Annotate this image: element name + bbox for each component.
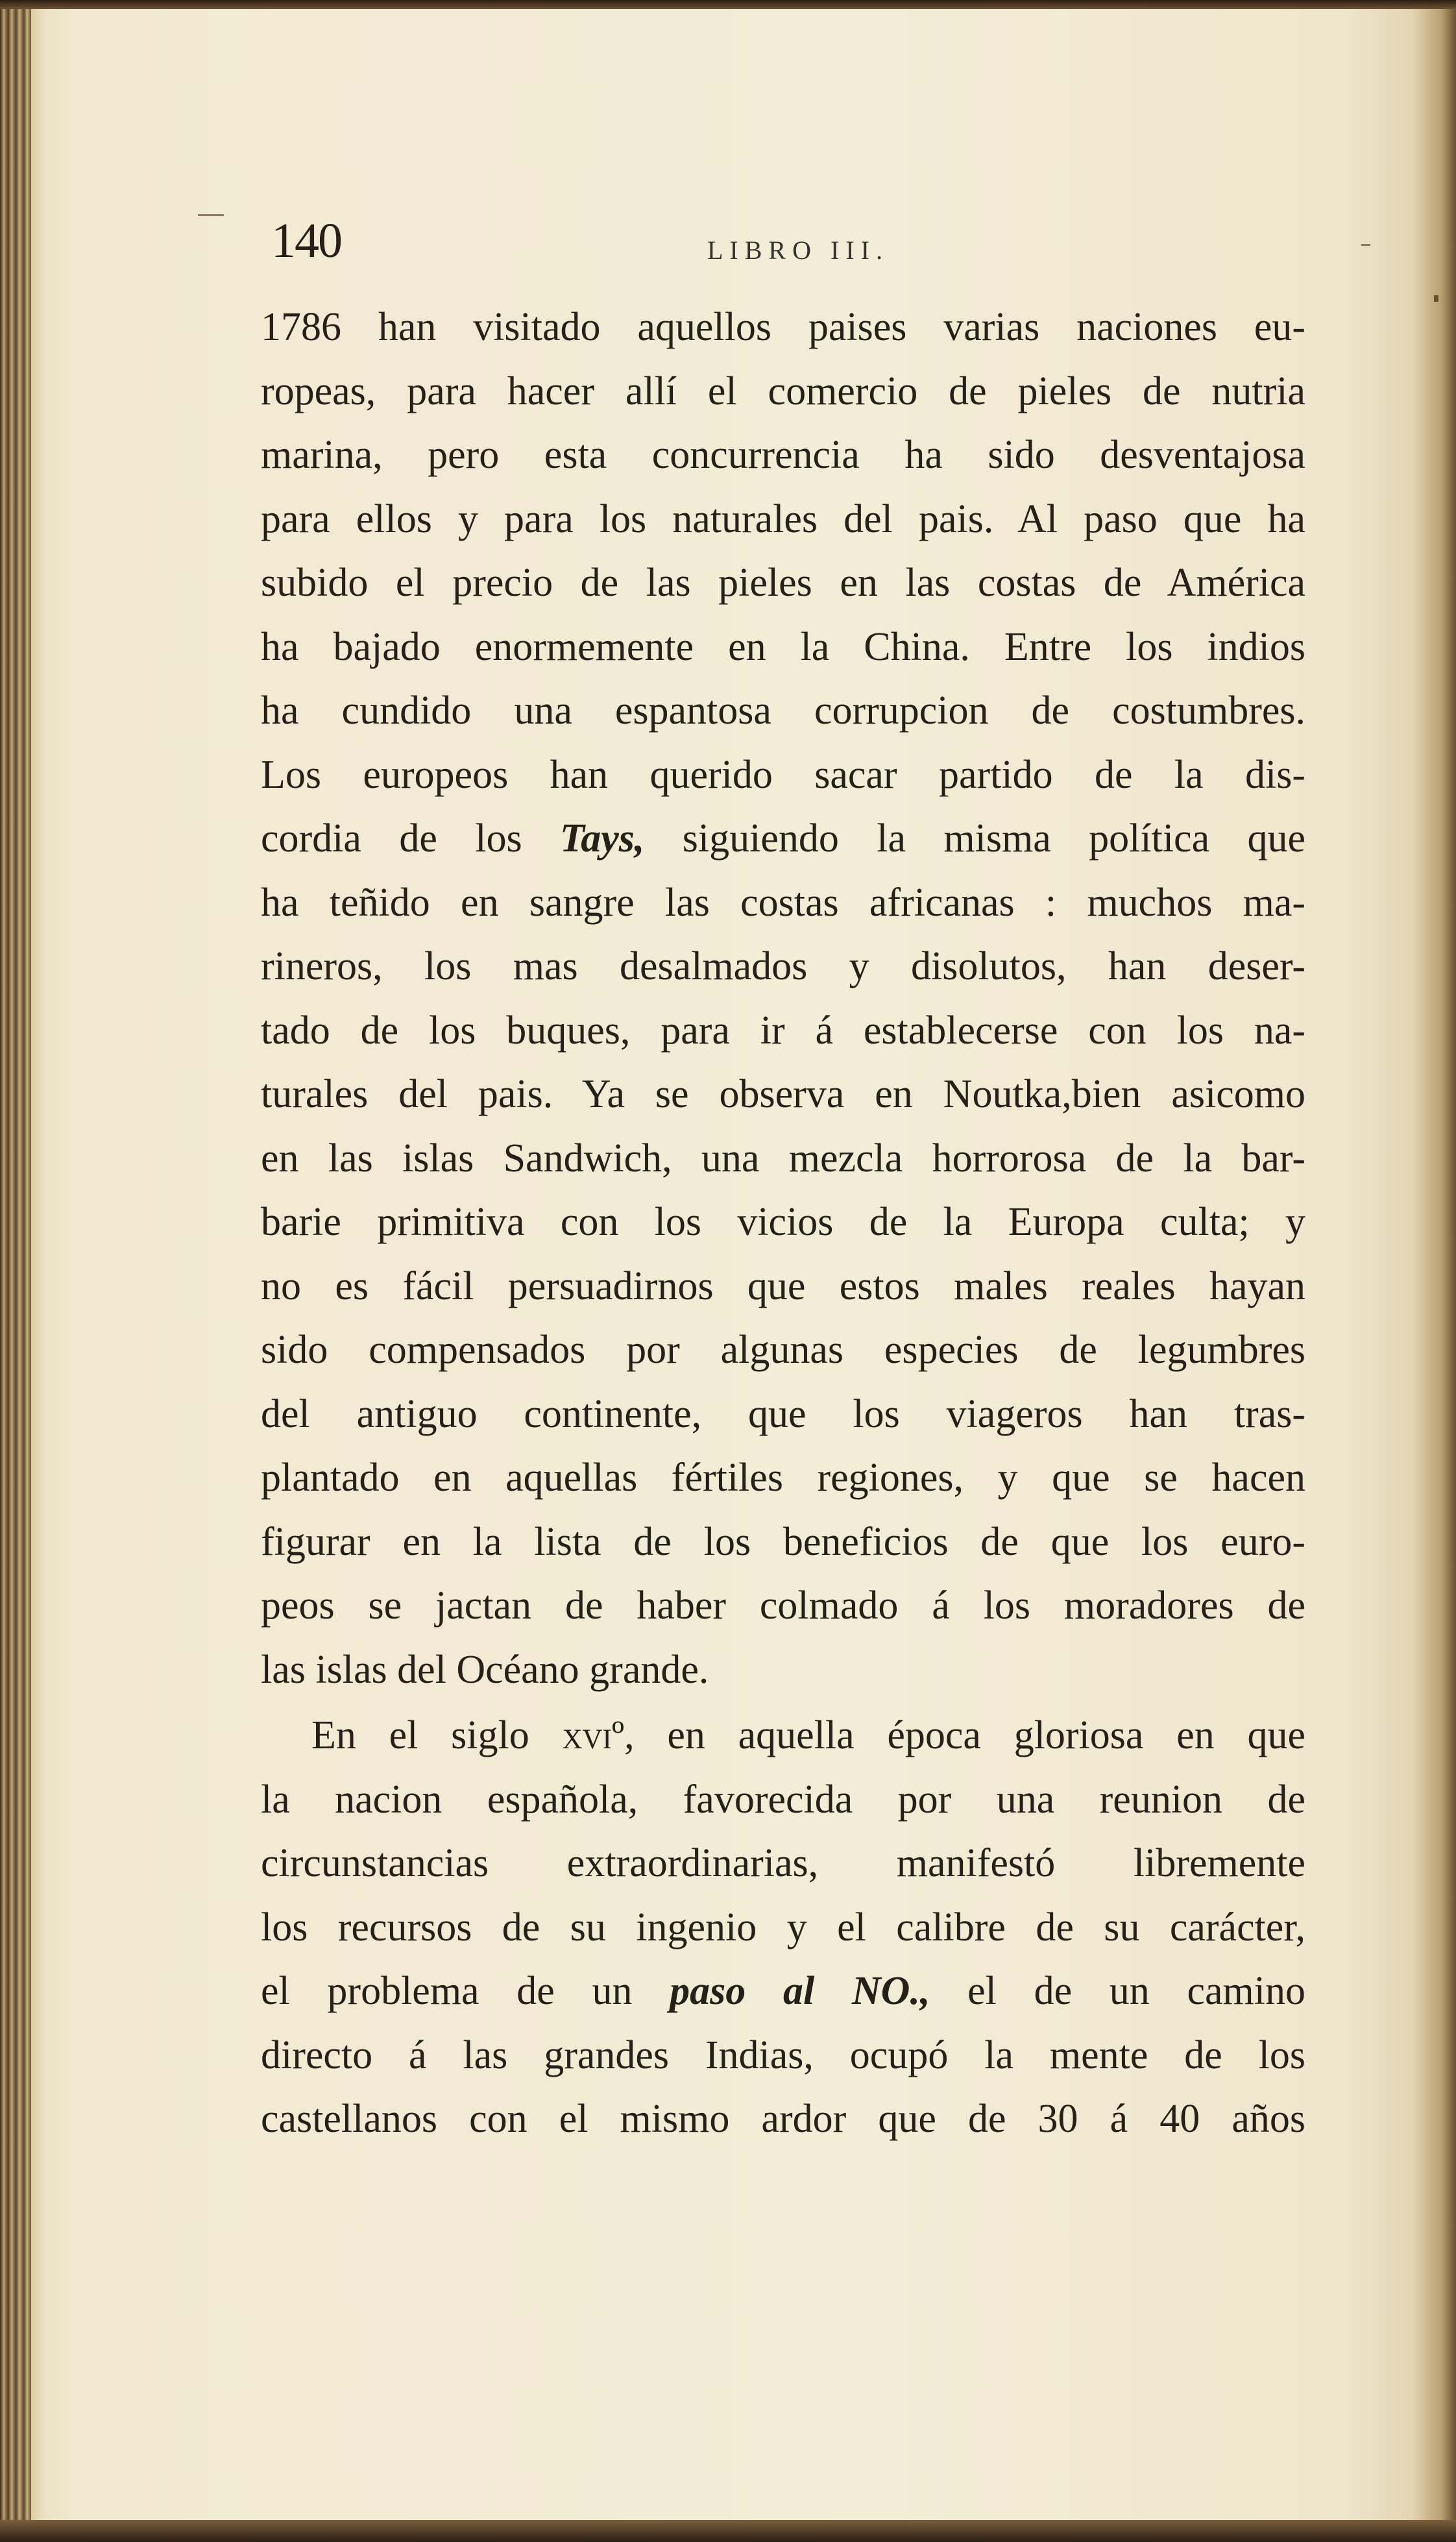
text-run: siguiendo la misma política que [644,816,1306,861]
text-line: turales del pais. Ya se observa en Noutka,bien asicomo [261,1072,1305,1116]
text-line: ha teñido en sangre las costas africanas : muchos ma- [261,880,1305,925]
bottom-page-edge [0,2520,1456,2542]
text-run: el problema de un [261,1969,670,2013]
text-line: del antiguo continente, que los viageros han tras- [261,1391,1305,1436]
text-line: las islas del Océano grande. [261,1647,709,1692]
text-line [261,1704,1305,1768]
text-line: marina, pero esta concurrencia ha sido desventajosa [261,433,1305,477]
text-line: los recursos de su ingenio y el calibre de su carácter, [261,1905,1305,1949]
italic-term: Tays, [560,816,645,861]
text-line: Los europeos han querido sacar partido de la dis- [261,752,1305,797]
text-line: la nacion española, favorecida por una reunion de [261,1777,1305,1822]
running-head: LIBRO III. [707,236,889,265]
text-line: ha cundido una espantosa corrupcion de costumbres. [261,689,1305,733]
text-line: circunstancias extraordinarias, manifestó libremente [261,1841,1305,1885]
text-line: barie primitiva con los vicios de la Europa culta; y [261,1200,1305,1244]
text-run: cordia de los [261,816,561,861]
stray-mark [1434,295,1438,302]
text-line: plantado en aquellas fértiles regiones, y que se hacen [261,1456,1305,1500]
body-text [261,295,1305,2151]
text-run: En el siglo [311,1713,563,1757]
page-number: 140 [271,214,341,268]
paragraph [261,295,1305,1702]
italic-term: paso al NO., [670,1969,930,2013]
book-binding [0,0,31,2542]
text-run: el de un camino [930,1969,1305,2013]
text-line: ha bajado enormemente en la China. Entre los indios [261,624,1305,669]
text-line: directo á las grandes Indias, ocupó la mente de los [261,2033,1305,2077]
text-line: sido compensados por algunas especies de legumbres [261,1328,1305,1372]
text-line: figurar en la lista de los beneficios de que los euro- [261,1519,1305,1564]
stray-mark [198,214,224,216]
text-line: 1786 han visitado aquellos paises varias naciones eu- [261,305,1305,349]
text-line: rineros, los mas desalmados y disolutos, han deser- [261,944,1305,988]
text-run: º, en aquella época gloriosa en que [611,1713,1305,1757]
text-line [261,1959,1305,2023]
text-line: castellanos con el mismo ardor que de 30 á 40 años [261,2097,1305,2141]
text-line: para ellos y para los naturales del pais. Al paso que ha [261,496,1305,541]
top-page-edge [0,0,1456,9]
text-line: no es fácil persuadirnos que estos males reales hayan [261,1264,1305,1308]
paragraph [261,1704,1305,2151]
text-line [261,807,1305,871]
roman-numeral: xvi [562,1713,612,1757]
text-line: ropeas, para hacer allí el comercio de pieles de nutria [261,369,1305,413]
text-line: tado de los buques, para ir á establecerse con los na- [261,1008,1305,1053]
stray-mark [1361,244,1370,246]
text-line: peos se jactan de haber colmado á los moradores de [261,1583,1305,1628]
text-line: subido el precio de las pieles en las costas de América [261,561,1305,605]
text-line: en las islas Sandwich, una mezcla horrorosa de la bar- [261,1136,1305,1180]
